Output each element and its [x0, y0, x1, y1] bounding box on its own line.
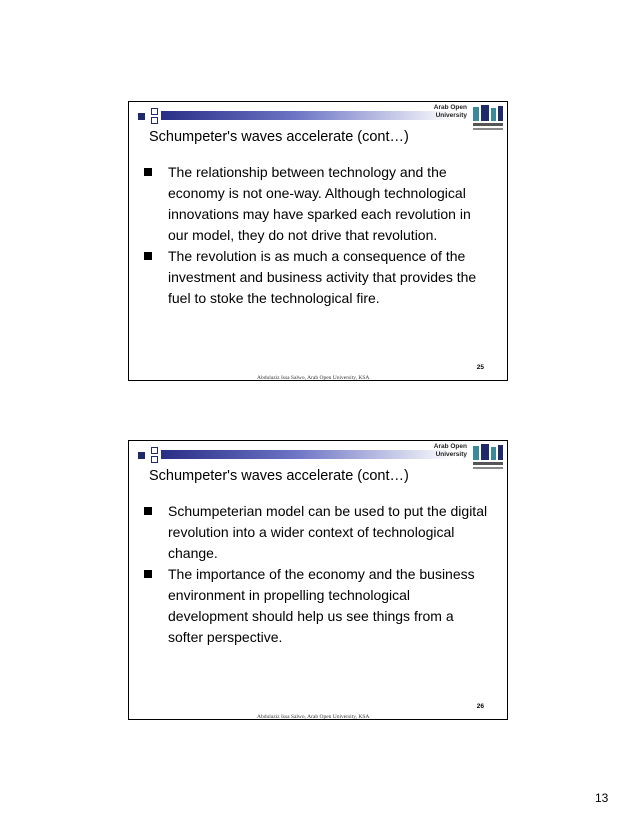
square-decoration-icon [151, 117, 158, 124]
list-item [142, 501, 492, 564]
square-bullet-icon [144, 570, 152, 578]
square-bullet-icon [144, 168, 152, 176]
bullet-list [142, 162, 492, 309]
slide-footer: Abdulaziz Issa Salwo, Arab Open University, KSA [257, 375, 370, 381]
square-decoration-icon [151, 447, 158, 454]
square-bullet-icon [144, 252, 152, 260]
square-decoration-icon [151, 108, 158, 115]
slide-26 [128, 440, 508, 720]
square-bullet-icon [144, 507, 152, 515]
slide-title: Schumpeter's waves accelerate (cont…) [149, 468, 409, 484]
slide-footer: Abdulaziz Issa Salwo, Arab Open University, KSA [257, 714, 370, 720]
list-item [142, 564, 492, 648]
list-item [142, 246, 492, 309]
bullet-text: Schumpeterian model can be used to put the digital revolution into a wider context of technological change. [168, 503, 488, 561]
square-decoration-icon [138, 452, 145, 459]
slide-title: Schumpeter's waves accelerate (cont…) [149, 129, 409, 145]
university-logo-icon [471, 443, 505, 471]
bullet-text: The relationship between technology and the economy is not one-way. Although technological innovations may have sparked each revolution in our model, they do not drive that revolution. [168, 164, 471, 243]
bullet-text: The importance of the economy and the business environment in propelling technological development should help us see things from a softer perspective. [168, 566, 475, 645]
slide-number: 25 [476, 364, 484, 371]
bullet-list [142, 501, 492, 648]
header-gradient-bar [161, 450, 455, 459]
bullet-text: The revolution is as much a consequence of the investment and business activity that provides the fuel to stoke the technological fire. [168, 248, 477, 306]
slide-25 [128, 101, 508, 381]
org-name: Arab Open University [433, 104, 467, 119]
square-decoration-icon [151, 456, 158, 463]
document-page-number: 13 [595, 791, 609, 805]
org-name: Arab Open University [433, 443, 467, 458]
university-logo-icon [471, 104, 505, 132]
slide-number: 26 [476, 703, 484, 710]
list-item [142, 162, 492, 246]
square-decoration-icon [138, 113, 145, 120]
header-gradient-bar [161, 111, 455, 120]
